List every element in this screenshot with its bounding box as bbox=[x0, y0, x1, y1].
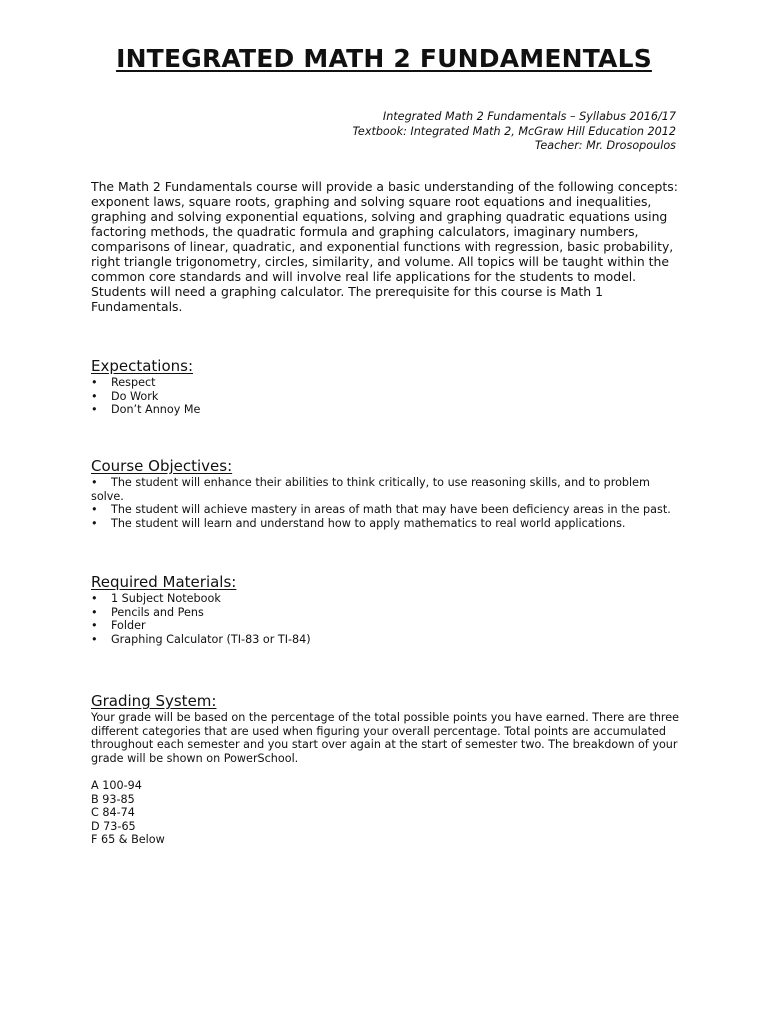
bullet-icon: • bbox=[91, 503, 98, 517]
list-item-text: Don’t Annoy Me bbox=[111, 403, 201, 417]
list-item-text: Graphing Calculator (TI-83 or TI-84) bbox=[111, 632, 311, 646]
list-item bbox=[91, 592, 681, 606]
list-item-text: The student will achieve mastery in areas of math that may have been deficiency areas in the past. bbox=[111, 503, 671, 517]
bullet-icon: • bbox=[91, 592, 98, 605]
bullet-icon: • bbox=[91, 403, 98, 417]
list-item-text: The student will learn and understand how to apply mathematics to real world applications. bbox=[111, 516, 626, 530]
list-item-text: Folder bbox=[111, 619, 146, 633]
bullet-icon: • bbox=[91, 632, 98, 646]
grade-scale-list bbox=[91, 779, 165, 847]
materials-list bbox=[91, 592, 681, 646]
materials-heading: Required Materials: bbox=[91, 573, 237, 591]
bullet-icon: • bbox=[91, 619, 98, 633]
grade-scale-item: F 65 & Below bbox=[91, 833, 165, 847]
bullet-icon: • bbox=[91, 476, 98, 489]
bullet-icon: • bbox=[91, 389, 98, 403]
grading-description: Your grade will be based on the percentage of the total possible points you have earned. There are three different categories that are used when figuring your overall percentage. Total points are accumulated throughout each semester and you start over again at the start of semester two. The breakdown of your grade will be shown on PowerSchool. bbox=[91, 711, 680, 765]
list-item bbox=[91, 476, 681, 503]
teacher-line: Teacher: Mr. Drosopoulos bbox=[534, 139, 676, 152]
list-item-text: The student will enhance their abilities to think critically, to use reasoning skills, and to problem solve. bbox=[91, 476, 650, 503]
document-title: INTEGRATED MATH 2 FUNDAMENTALS bbox=[116, 44, 652, 73]
objectives-heading: Course Objectives: bbox=[91, 457, 233, 475]
list-item bbox=[91, 403, 681, 417]
list-item-text: 1 Subject Notebook bbox=[111, 592, 221, 605]
grade-scale-item: A 100-94 bbox=[91, 779, 142, 792]
list-item-text: Respect bbox=[111, 376, 156, 389]
syllabus-line: Integrated Math 2 Fundamentals – Syllabus 2016/17 bbox=[382, 110, 676, 123]
list-item bbox=[91, 619, 681, 633]
grading-heading: Grading System: bbox=[91, 692, 217, 710]
objectives-list bbox=[91, 476, 681, 530]
grade-scale-item: B 93-85 bbox=[91, 792, 135, 806]
bullet-icon: • bbox=[91, 516, 98, 530]
list-item bbox=[91, 606, 681, 620]
syllabus-header-info bbox=[352, 110, 676, 154]
list-item-text: Do Work bbox=[111, 389, 159, 403]
course-description: The Math 2 Fundamentals course will provide a basic understanding of the following concepts: exponent laws, square roots, graphing and solving square root equations and inequalities, graphing and solving exponential equations, solving and graphing quadratic equations using factoring methods, the quadratic formula and graphing calculators, imaginary numbers, comparisons of linear, quadratic, and exponential functions with regression, basic probability, right triangle trigonometry, circles, similarity, and volume. All topics will be taught within the common core standards and will involve real life applications for the students to model. Students will need a graphing calculator. The prerequisite for this course is Math 1 Fundamentals. bbox=[91, 179, 678, 314]
list-item bbox=[91, 633, 681, 647]
list-item bbox=[91, 376, 681, 390]
expectations-heading: Expectations: bbox=[91, 357, 194, 375]
expectations-list bbox=[91, 376, 681, 417]
list-item bbox=[91, 390, 681, 404]
bullet-icon: • bbox=[91, 605, 98, 619]
list-item bbox=[91, 503, 681, 517]
grade-scale-item: D 73-65 bbox=[91, 819, 136, 833]
textbook-line: Textbook: Integrated Math 2, McGraw Hill Education 2012 bbox=[352, 124, 676, 138]
grade-scale-item: C 84-74 bbox=[91, 806, 135, 820]
bullet-icon: • bbox=[91, 376, 98, 389]
list-item-text: Pencils and Pens bbox=[111, 605, 204, 619]
list-item bbox=[91, 517, 681, 531]
